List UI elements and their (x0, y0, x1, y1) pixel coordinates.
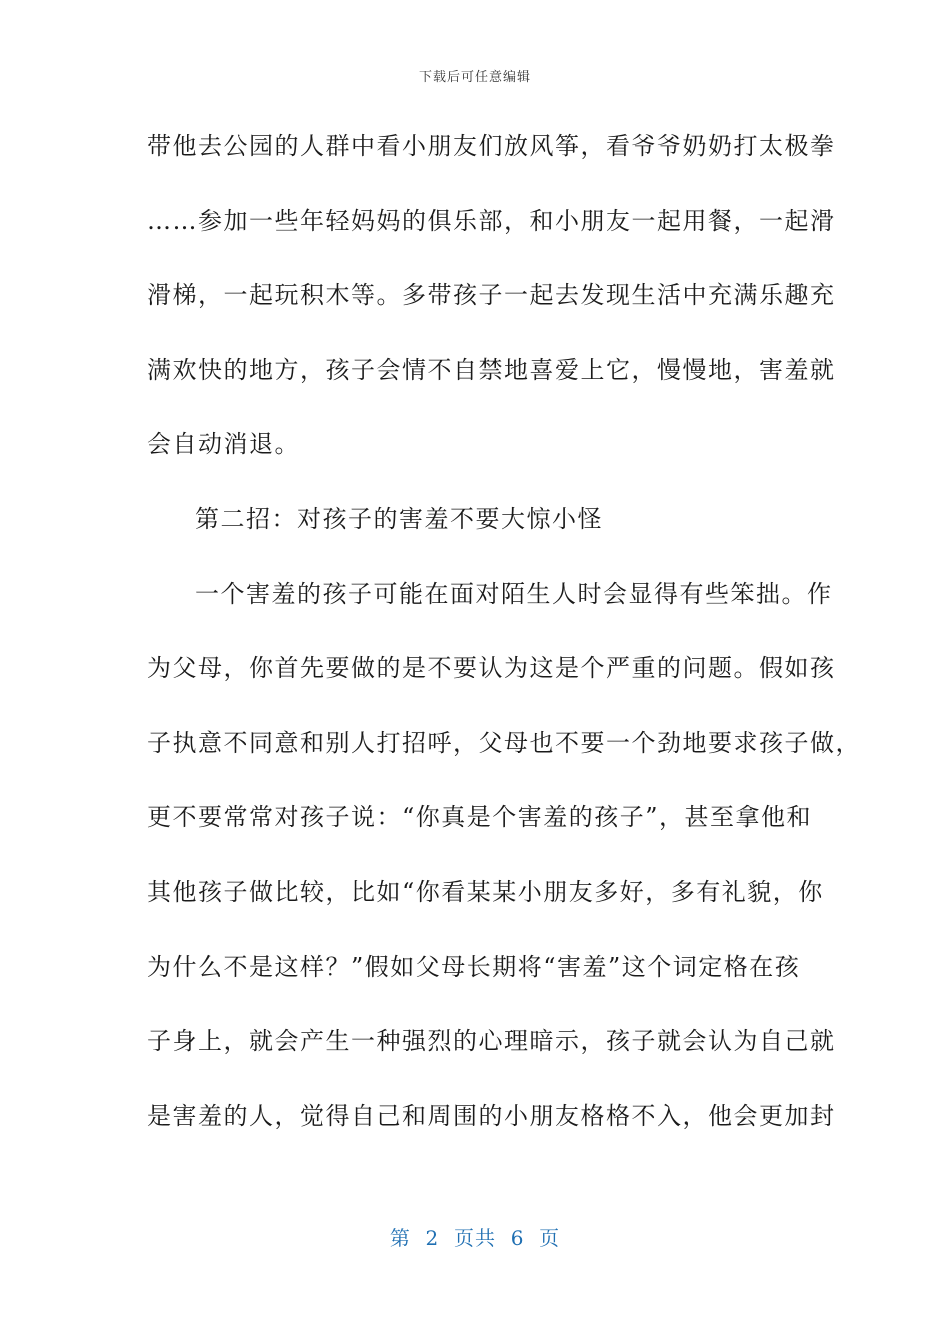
header-note: 下载后可任意编辑 (418, 70, 531, 85)
paragraph-line: 一个害羞的孩子可能在面对陌生人时会显得有些笨拙。作 (195, 579, 833, 608)
paragraph-line: 为父母，你首先要做的是不要认为这是个严重的问题。假如孩 (147, 654, 836, 683)
paragraph-line: 会自动消退。 (147, 430, 300, 459)
section-heading: 第二招：对孩子的害羞不要大惊小怪 (195, 504, 603, 533)
paragraph-line: 更不要常常对孩子说：“你真是个害羞的孩子”，甚至拿他和 (147, 803, 813, 832)
paragraph-line: 满欢快的地方，孩子会情不自禁地喜爱上它，慢慢地，害羞就 (147, 355, 836, 384)
paragraph-line: 子身上，就会产生一种强烈的心理暗示，孩子就会认为自己就 (147, 1027, 836, 1056)
page-number-text: 第 2 页共 6 页 (389, 1226, 561, 1250)
paragraph-line: 其他孩子做比较，比如“你看某某小朋友多好，多有礼貌，你 (147, 877, 824, 906)
paragraph-line: 带他去公园的人群中看小朋友们放风筝，看爷爷奶奶打太极拳 (147, 132, 836, 160)
page-number-footer (0, 1222, 950, 1251)
paragraph-line: ……参加一些年轻妈妈的俱乐部，和小朋友一起用餐，一起滑 (147, 206, 836, 235)
paragraph-line: 为什么不是这样？”假如父母长期将“害羞”这个词定格在孩 (147, 952, 801, 981)
paragraph-line: 子执意不同意和别人打招呼，父母也不要一个劲地要求孩子做， (147, 728, 861, 757)
paragraph-line: 是害羞的人，觉得自己和周围的小朋友格格不入，他会更加封 (147, 1101, 836, 1130)
body-text (147, 120, 861, 1164)
paragraph-line: 滑梯，一起玩积木等。多带孩子一起去发现生活中充满乐趣充 (147, 281, 836, 310)
